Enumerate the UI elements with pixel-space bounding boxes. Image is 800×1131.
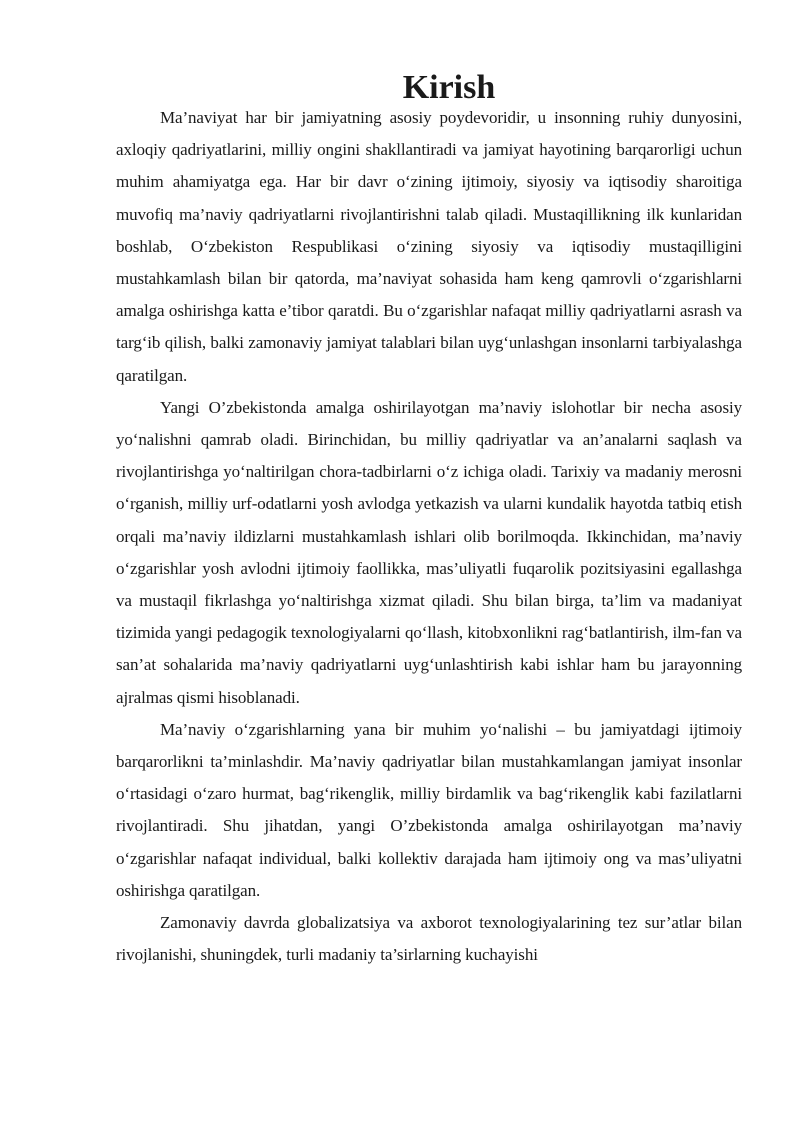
paragraph-2: Yangi O’zbekistonda amalga oshirilayotgan ma’naviy islohotlar bir necha asosiy yo‘nalishni qamrab oladi. Birinchidan, bu milliy qadriyatlar va an’analarni saqlash va rivojlantirishga yo‘naltirilgan chora-tadbirlarni o‘z ichiga oladi. Tarixiy va madaniy merosni o‘rganish, milliy urf-odatlarni yosh avlodga yetkazish va ularni kundalik hayotda tatbiq etish orqali ma’naviy ildizlarni mustahkamlash ishlari olib borilmoqda. Ikkinchidan, ma’naviy o‘zgarishlar yosh avlodni ijtimoiy faollikka, mas’uliyatli fuqarolik pozitsiyasini egallashga va mustaqil fikrlashga yo‘naltirishga xizmat qiladi. Shu bilan birga, ta’lim va madaniyat tizimida yangi pedagogik texnologiyalarni qo‘llash, kitobxonlikni rag‘batlantirish, ilm-fan va san’at sohalarida ma’naviy qadriyatlarni uyg‘unlashtirish kabi ishlar ham bu jarayonning ajralmas qismi hisoblanadi.	[116, 397, 742, 707]
document-body	[116, 69, 742, 971]
paragraph-1: Ma’naviyat har bir jamiyatning asosiy poydevoridir, u insonning ruhiy dunyosini, axloqiy qadriyatlarini, milliy ongini shakllantiradi va jamiyat hayotining barqarorligi uchun muhim ahamiyatga ega. Har bir davr o‘zining ijtimoiy, siyosiy va iqtisodiy sharoitiga muvofiq ma’naviy qadriyatlarni rivojlantirishni talab qiladi. Mustaqillikning ilk kunlaridan boshlab, O‘zbekiston Respublikasi o‘zining siyosiy va iqtisodiy mustaqilligini mustahkamlash bilan bir qatorda, ma’naviyat sohasida ham keng qamrovli o‘zgarishlarni amalga oshirishga katta e’tibor qaratdi. Bu o‘zgarishlar nafaqat milliy qadriyatlarni asrash va targ‘ib qilish, balki zamonaviy jamiyat talablari bilan uyg‘unlashgan insonlarni tarbiyalashga qaratilgan.	[116, 108, 742, 385]
paragraph-4: Zamonaviy davrda globalizatsiya va axborot texnologiyalarining tez sur’atlar bilan rivojlanishi, shuningdek, turli madaniy ta’sirlarning kuchayishi	[116, 913, 742, 965]
paragraph-3: Ma’naviy o‘zgarishlarning yana bir muhim yo‘nalishi – bu jamiyatdagi ijtimoiy barqarorlikni ta’minlashdir. Ma’naviy qadriyatlar bilan mustahkamlangan jamiyat insonlar o‘rtasidagi o‘zaro hurmat, bag‘rikenglik, milliy birdamlik va bag‘rikenglik kabi fazilatlarni rivojlantiradi. Shu jihatdan, yangi O’zbekistonda amalga oshirilayotgan ma’naviy o‘zgarishlar nafaqat individual, balki kollektiv darajada ham ijtimoiy ong va mas’uliyatni oshirishga qaratilgan.	[116, 719, 742, 900]
page-title: Kirish	[402, 69, 496, 106]
